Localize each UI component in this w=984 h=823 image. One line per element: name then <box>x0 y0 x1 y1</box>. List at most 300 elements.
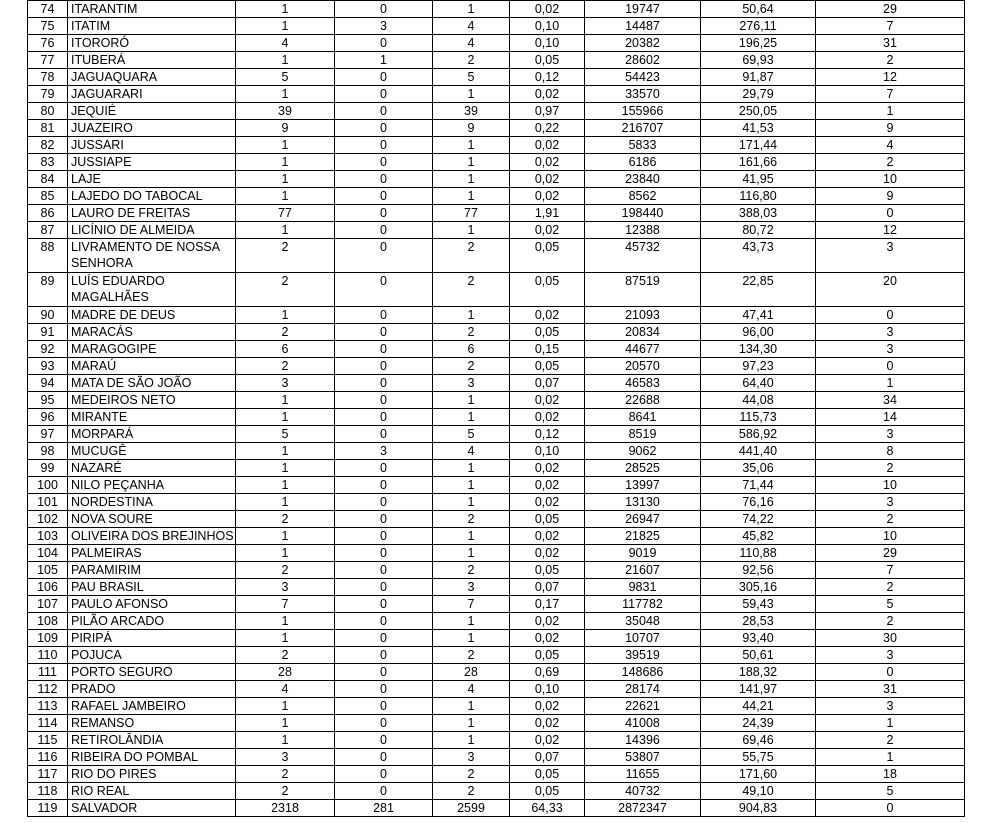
last-column-value: 3 <box>816 698 965 715</box>
value-col-3: 1 <box>236 154 335 171</box>
population-value: 28525 <box>585 460 701 477</box>
rate-value: 93,40 <box>701 630 816 647</box>
table-row <box>28 273 965 307</box>
table-row <box>28 392 965 409</box>
percent-value: 0,02 <box>510 307 585 324</box>
percent-value: 0,69 <box>510 664 585 681</box>
population-value: 22621 <box>585 698 701 715</box>
municipality-name: RAFAEL JAMBEIRO <box>68 698 236 715</box>
value-col-4: 0 <box>335 341 433 358</box>
table-row <box>28 511 965 528</box>
last-column-value: 3 <box>816 324 965 341</box>
table-row <box>28 188 965 205</box>
rate-value: 97,23 <box>701 358 816 375</box>
table-row <box>28 494 965 511</box>
population-value: 8562 <box>585 188 701 205</box>
total-value: 1 <box>433 222 510 239</box>
rate-value: 80,72 <box>701 222 816 239</box>
municipality-name: ITUBERÁ <box>68 52 236 69</box>
table-row <box>28 783 965 800</box>
last-column-value: 12 <box>816 222 965 239</box>
municipality-name: ITATIM <box>68 18 236 35</box>
value-col-4: 0 <box>335 1 433 18</box>
value-col-3: 1 <box>236 1 335 18</box>
table-row <box>28 528 965 545</box>
value-col-3: 1 <box>236 188 335 205</box>
municipality-name: MARAGOGIPE <box>68 341 236 358</box>
value-col-3: 1 <box>236 222 335 239</box>
last-column-value: 29 <box>816 1 965 18</box>
value-col-4: 0 <box>335 783 433 800</box>
last-column-value: 0 <box>816 664 965 681</box>
rate-value: 22,85 <box>701 273 816 307</box>
row-number: 79 <box>28 86 68 103</box>
percent-value: 0,02 <box>510 460 585 477</box>
last-column-value: 2 <box>816 613 965 630</box>
percent-value: 0,02 <box>510 732 585 749</box>
rate-value: 91,87 <box>701 69 816 86</box>
municipality-name: LAURO DE FREITAS <box>68 205 236 222</box>
table-row <box>28 477 965 494</box>
total-value: 1 <box>433 460 510 477</box>
value-col-4: 0 <box>335 188 433 205</box>
rate-value: 92,56 <box>701 562 816 579</box>
percent-value: 0,12 <box>510 426 585 443</box>
municipality-name: PAU BRASIL <box>68 579 236 596</box>
percent-value: 0,02 <box>510 545 585 562</box>
percent-value: 0,02 <box>510 1 585 18</box>
percent-value: 0,02 <box>510 630 585 647</box>
municipality-name: MEDEIROS NETO <box>68 392 236 409</box>
value-col-4: 0 <box>335 528 433 545</box>
table-row <box>28 222 965 239</box>
municipality-name: MORPARÁ <box>68 426 236 443</box>
row-number: 86 <box>28 205 68 222</box>
total-value: 2 <box>433 511 510 528</box>
rate-value: 47,41 <box>701 307 816 324</box>
value-col-3: 1 <box>236 86 335 103</box>
population-value: 45732 <box>585 239 701 273</box>
value-col-3: 5 <box>236 426 335 443</box>
last-column-value: 0 <box>816 307 965 324</box>
value-col-4: 0 <box>335 154 433 171</box>
value-col-4: 0 <box>335 579 433 596</box>
value-col-3: 1 <box>236 494 335 511</box>
total-value: 1 <box>433 545 510 562</box>
rate-value: 116,80 <box>701 188 816 205</box>
total-value: 1 <box>433 409 510 426</box>
percent-value: 0,07 <box>510 579 585 596</box>
rate-value: 388,03 <box>701 205 816 222</box>
municipality-name: MARAÚ <box>68 358 236 375</box>
last-column-value: 34 <box>816 392 965 409</box>
rate-value: 188,32 <box>701 664 816 681</box>
value-col-3: 1 <box>236 528 335 545</box>
percent-value: 0,22 <box>510 120 585 137</box>
rate-value: 69,46 <box>701 732 816 749</box>
row-number: 110 <box>28 647 68 664</box>
last-column-value: 3 <box>816 494 965 511</box>
value-col-4: 0 <box>335 732 433 749</box>
total-value: 2 <box>433 647 510 664</box>
rate-value: 49,10 <box>701 783 816 800</box>
value-col-3: 1 <box>236 137 335 154</box>
population-value: 9062 <box>585 443 701 460</box>
value-col-4: 0 <box>335 698 433 715</box>
value-col-3: 1 <box>236 443 335 460</box>
value-col-4: 0 <box>335 511 433 528</box>
rate-value: 196,25 <box>701 35 816 52</box>
rate-value: 29,79 <box>701 86 816 103</box>
last-column-value: 1 <box>816 715 965 732</box>
value-col-3: 1 <box>236 545 335 562</box>
value-col-4: 0 <box>335 681 433 698</box>
table-row <box>28 596 965 613</box>
table-row <box>28 324 965 341</box>
value-col-4: 0 <box>335 613 433 630</box>
table-row <box>28 341 965 358</box>
table-row <box>28 766 965 783</box>
last-column-value: 3 <box>816 239 965 273</box>
row-number: 88 <box>28 239 68 273</box>
row-number: 81 <box>28 120 68 137</box>
row-number: 75 <box>28 18 68 35</box>
total-value: 2 <box>433 562 510 579</box>
rate-value: 41,95 <box>701 171 816 188</box>
percent-value: 0,97 <box>510 103 585 120</box>
population-value: 2872347 <box>585 800 701 817</box>
last-column-value: 12 <box>816 69 965 86</box>
population-value: 41008 <box>585 715 701 732</box>
value-col-4: 0 <box>335 222 433 239</box>
table-row <box>28 613 965 630</box>
last-column-value: 31 <box>816 35 965 52</box>
value-col-4: 0 <box>335 205 433 222</box>
table-row <box>28 630 965 647</box>
last-column-value: 8 <box>816 443 965 460</box>
total-value: 28 <box>433 664 510 681</box>
percent-value: 0,05 <box>510 273 585 307</box>
percent-value: 64,33 <box>510 800 585 817</box>
value-col-3: 1 <box>236 732 335 749</box>
percent-value: 0,02 <box>510 698 585 715</box>
table-row <box>28 375 965 392</box>
value-col-4: 0 <box>335 137 433 154</box>
municipality-name: MADRE DE DEUS <box>68 307 236 324</box>
value-col-3: 77 <box>236 205 335 222</box>
row-number: 90 <box>28 307 68 324</box>
last-column-value: 9 <box>816 188 965 205</box>
table-row <box>28 69 965 86</box>
rate-value: 44,21 <box>701 698 816 715</box>
row-number: 74 <box>28 1 68 18</box>
rate-value: 50,61 <box>701 647 816 664</box>
total-value: 77 <box>433 205 510 222</box>
population-value: 14487 <box>585 18 701 35</box>
row-number: 111 <box>28 664 68 681</box>
value-col-4: 0 <box>335 426 433 443</box>
municipality-name: PORTO SEGURO <box>68 664 236 681</box>
last-column-value: 30 <box>816 630 965 647</box>
rate-value: 96,00 <box>701 324 816 341</box>
table-row <box>28 698 965 715</box>
percent-value: 0,07 <box>510 749 585 766</box>
percent-value: 0,05 <box>510 766 585 783</box>
last-column-value: 18 <box>816 766 965 783</box>
municipality-name: PRADO <box>68 681 236 698</box>
value-col-4: 0 <box>335 86 433 103</box>
table-row <box>28 307 965 324</box>
row-number: 100 <box>28 477 68 494</box>
last-column-value: 10 <box>816 477 965 494</box>
municipality-name: ITORORÓ <box>68 35 236 52</box>
row-number: 114 <box>28 715 68 732</box>
rate-value: 115,73 <box>701 409 816 426</box>
population-value: 46583 <box>585 375 701 392</box>
population-value: 20570 <box>585 358 701 375</box>
value-col-3: 2 <box>236 766 335 783</box>
population-value: 87519 <box>585 273 701 307</box>
last-column-value: 1 <box>816 103 965 120</box>
percent-value: 0,07 <box>510 375 585 392</box>
row-number: 95 <box>28 392 68 409</box>
value-col-3: 2 <box>236 324 335 341</box>
population-value: 40732 <box>585 783 701 800</box>
row-number: 93 <box>28 358 68 375</box>
value-col-3: 28 <box>236 664 335 681</box>
value-col-3: 2 <box>236 358 335 375</box>
population-value: 148686 <box>585 664 701 681</box>
table-row <box>28 579 965 596</box>
value-col-3: 1 <box>236 630 335 647</box>
population-value: 5833 <box>585 137 701 154</box>
row-number: 109 <box>28 630 68 647</box>
table-row <box>28 749 965 766</box>
percent-value: 0,02 <box>510 715 585 732</box>
population-value: 117782 <box>585 596 701 613</box>
municipality-name: NORDESTINA <box>68 494 236 511</box>
total-value: 3 <box>433 579 510 596</box>
municipality-name: RIBEIRA DO POMBAL <box>68 749 236 766</box>
rate-value: 45,82 <box>701 528 816 545</box>
population-value: 22688 <box>585 392 701 409</box>
value-col-3: 1 <box>236 477 335 494</box>
table-row <box>28 732 965 749</box>
value-col-4: 0 <box>335 392 433 409</box>
last-column-value: 3 <box>816 426 965 443</box>
municipality-name: JUAZEIRO <box>68 120 236 137</box>
value-col-4: 0 <box>335 239 433 273</box>
value-col-4: 0 <box>335 477 433 494</box>
last-column-value: 7 <box>816 562 965 579</box>
row-number: 106 <box>28 579 68 596</box>
municipality-name: LIVRAMENTO DE NOSSA SENHORA <box>68 239 236 273</box>
row-number: 101 <box>28 494 68 511</box>
municipality-name: LUÍS EDUARDO MAGALHÃES <box>68 273 236 307</box>
value-col-4: 0 <box>335 120 433 137</box>
last-column-value: 31 <box>816 681 965 698</box>
total-value: 2 <box>433 273 510 307</box>
percent-value: 0,02 <box>510 154 585 171</box>
population-value: 8519 <box>585 426 701 443</box>
rate-value: 441,40 <box>701 443 816 460</box>
value-col-4: 0 <box>335 766 433 783</box>
population-value: 39519 <box>585 647 701 664</box>
total-value: 1 <box>433 494 510 511</box>
population-value: 23840 <box>585 171 701 188</box>
row-number: 118 <box>28 783 68 800</box>
value-col-4: 0 <box>335 664 433 681</box>
table-row <box>28 664 965 681</box>
table-row <box>28 800 965 817</box>
rate-value: 43,73 <box>701 239 816 273</box>
municipality-name: JUSSARI <box>68 137 236 154</box>
total-value: 1 <box>433 715 510 732</box>
rate-value: 71,44 <box>701 477 816 494</box>
rate-value: 74,22 <box>701 511 816 528</box>
total-value: 5 <box>433 69 510 86</box>
row-number: 105 <box>28 562 68 579</box>
rate-value: 276,11 <box>701 18 816 35</box>
percent-value: 0,05 <box>510 647 585 664</box>
population-value: 35048 <box>585 613 701 630</box>
row-number: 103 <box>28 528 68 545</box>
municipality-name: MARACÁS <box>68 324 236 341</box>
table-row <box>28 52 965 69</box>
municipality-name: REMANSO <box>68 715 236 732</box>
percent-value: 0,02 <box>510 528 585 545</box>
population-value: 28174 <box>585 681 701 698</box>
value-col-4: 0 <box>335 307 433 324</box>
total-value: 4 <box>433 35 510 52</box>
percent-value: 1,91 <box>510 205 585 222</box>
last-column-value: 10 <box>816 528 965 545</box>
total-value: 1 <box>433 154 510 171</box>
percent-value: 0,02 <box>510 222 585 239</box>
population-value: 26947 <box>585 511 701 528</box>
last-column-value: 2 <box>816 511 965 528</box>
value-col-4: 0 <box>335 69 433 86</box>
value-col-4: 0 <box>335 562 433 579</box>
table-row <box>28 409 965 426</box>
last-column-value: 5 <box>816 596 965 613</box>
total-value: 9 <box>433 120 510 137</box>
table-row <box>28 35 965 52</box>
row-number: 92 <box>28 341 68 358</box>
table-row <box>28 562 965 579</box>
population-value: 13130 <box>585 494 701 511</box>
value-col-4: 0 <box>335 103 433 120</box>
percent-value: 0,02 <box>510 613 585 630</box>
last-column-value: 3 <box>816 341 965 358</box>
municipality-name: ITARANTIM <box>68 1 236 18</box>
rate-value: 161,66 <box>701 154 816 171</box>
percent-value: 0,05 <box>510 511 585 528</box>
last-column-value: 1 <box>816 375 965 392</box>
total-value: 2 <box>433 783 510 800</box>
rate-value: 50,64 <box>701 1 816 18</box>
row-number: 98 <box>28 443 68 460</box>
value-col-4: 0 <box>335 545 433 562</box>
percent-value: 0,02 <box>510 188 585 205</box>
total-value: 1 <box>433 630 510 647</box>
total-value: 2599 <box>433 800 510 817</box>
value-col-3: 1 <box>236 460 335 477</box>
value-col-4: 0 <box>335 460 433 477</box>
population-value: 13997 <box>585 477 701 494</box>
value-col-3: 3 <box>236 579 335 596</box>
row-number: 85 <box>28 188 68 205</box>
population-value: 21607 <box>585 562 701 579</box>
rate-value: 69,93 <box>701 52 816 69</box>
municipality-name: JAGUAQUARA <box>68 69 236 86</box>
percent-value: 0,05 <box>510 324 585 341</box>
value-col-4: 0 <box>335 273 433 307</box>
total-value: 1 <box>433 477 510 494</box>
value-col-4: 0 <box>335 630 433 647</box>
population-value: 20834 <box>585 324 701 341</box>
rate-value: 44,08 <box>701 392 816 409</box>
total-value: 1 <box>433 86 510 103</box>
rate-value: 141,97 <box>701 681 816 698</box>
value-col-4: 0 <box>335 358 433 375</box>
rate-value: 76,16 <box>701 494 816 511</box>
total-value: 1 <box>433 1 510 18</box>
value-col-4: 0 <box>335 749 433 766</box>
total-value: 1 <box>433 528 510 545</box>
value-col-4: 0 <box>335 171 433 188</box>
percent-value: 0,02 <box>510 171 585 188</box>
row-number: 116 <box>28 749 68 766</box>
municipality-name: RIO DO PIRES <box>68 766 236 783</box>
municipality-name: PALMEIRAS <box>68 545 236 562</box>
row-number: 94 <box>28 375 68 392</box>
row-number: 117 <box>28 766 68 783</box>
value-col-3: 3 <box>236 375 335 392</box>
last-column-value: 7 <box>816 18 965 35</box>
row-number: 107 <box>28 596 68 613</box>
percent-value: 0,05 <box>510 783 585 800</box>
row-number: 89 <box>28 273 68 307</box>
value-col-4: 0 <box>335 715 433 732</box>
total-value: 1 <box>433 392 510 409</box>
population-value: 8641 <box>585 409 701 426</box>
table-row <box>28 443 965 460</box>
value-col-3: 2 <box>236 239 335 273</box>
rate-value: 55,75 <box>701 749 816 766</box>
row-number: 80 <box>28 103 68 120</box>
population-value: 53807 <box>585 749 701 766</box>
row-number: 77 <box>28 52 68 69</box>
table-row <box>28 545 965 562</box>
row-number: 84 <box>28 171 68 188</box>
percent-value: 0,05 <box>510 358 585 375</box>
value-col-4: 0 <box>335 324 433 341</box>
table-row <box>28 154 965 171</box>
value-col-3: 1 <box>236 52 335 69</box>
value-col-3: 2 <box>236 273 335 307</box>
last-column-value: 3 <box>816 647 965 664</box>
value-col-4: 0 <box>335 35 433 52</box>
last-column-value: 14 <box>816 409 965 426</box>
value-col-3: 1 <box>236 307 335 324</box>
last-column-value: 0 <box>816 800 965 817</box>
value-col-4: 0 <box>335 596 433 613</box>
total-value: 3 <box>433 749 510 766</box>
total-value: 1 <box>433 613 510 630</box>
total-value: 1 <box>433 732 510 749</box>
last-column-value: 2 <box>816 52 965 69</box>
